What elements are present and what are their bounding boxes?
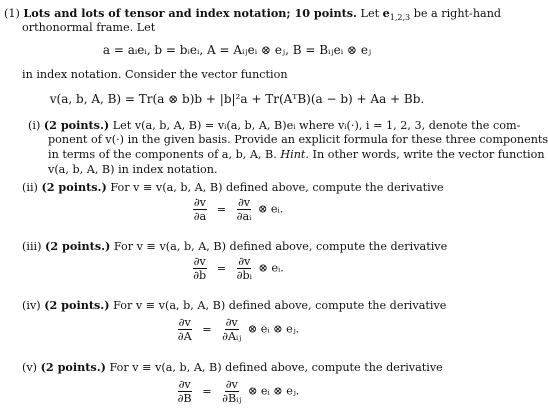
part-iv-lhs-num: ∂v	[178, 316, 191, 329]
part-v-label: (v)	[22, 361, 38, 374]
part-iii-label: (iii)	[22, 240, 42, 253]
part-i-line-3	[48, 148, 545, 162]
definitions-equation: a = aᵢeᵢ, b = bᵢeᵢ, A = Aᵢⱼeᵢ ⊗ eⱼ, B = Bᵢⱼeᵢ ⊗ eⱼ	[102, 43, 372, 57]
problem-header	[4, 6, 501, 21]
part-iii-equation: $\frac{\partial v}{\partial b}$ = $\frac{\partial v}{\text{∂bᵢ}}$ ⊗ eᵢ.	[193, 255, 284, 282]
part-i-text-3b: In other words, write the vector function	[312, 148, 545, 161]
part-i-text-1: Let v(a, b, A, B) = vᵢ(a, b, A, B)eᵢ where vᵢ(·), i = 1, 2, 3, denote the com-	[112, 119, 521, 132]
part-iv-points: (2 points.)	[44, 298, 110, 312]
basis-subscript: 1,2,3	[389, 13, 411, 23]
part-iv-tail: ⊗ eᵢ ⊗ eⱼ.	[247, 322, 300, 336]
part-iv-line	[22, 298, 446, 313]
part-i-points: (2 points.)	[43, 118, 110, 132]
part-ii-equation: $\frac{\partial v}{\partial a}$ = $\frac{\partial v}{\text{∂aᵢ}}$ ⊗ eᵢ.	[193, 196, 284, 223]
part-iii-points: (2 points.)	[45, 239, 111, 253]
part-v-rhs-den: ∂Bᵢⱼ	[222, 392, 242, 405]
part-v-lhs-num: ∂v	[178, 378, 191, 391]
part-iii-rhs-den: ∂bᵢ	[236, 269, 252, 282]
part-ii-lhs-num: ∂v	[193, 196, 206, 209]
part-ii-points: (2 points.)	[41, 180, 107, 194]
part-v-points: (2 points.)	[40, 360, 106, 374]
part-ii-tail: ⊗ eᵢ.	[257, 202, 284, 216]
part-iii-text: For v ≡ v(a, b, A, B) defined above, compute the derivative	[113, 240, 448, 253]
vector-function-equation: v(a, b, A, B) = Tr(a ⊗ b)b + |b|²a + Tr(AᵀB)(a − b) + Aa + Bb.	[49, 92, 425, 106]
part-iii-rhs-num: ∂v	[238, 255, 251, 268]
part-iii-tail: ⊗ eᵢ.	[258, 261, 284, 275]
part-iii-line	[22, 239, 447, 254]
part-i-line-4: v(a, b, A, B) in index notation.	[48, 163, 218, 176]
part-v-equation: $\frac{\partial v}{\partial B}$ = $\frac{\partial v}{\text{∂Bᵢⱼ}}$ ⊗ eᵢ ⊗ eⱼ.	[177, 378, 300, 405]
part-i-line-2: ponent of v(·) in the given basis. Provide an explicit formula for these three components	[48, 133, 548, 146]
basis-symbol: e	[382, 6, 390, 20]
header-text-1: Let	[360, 7, 380, 20]
part-iv-label: (iv)	[22, 299, 41, 312]
part-i-label: (i)	[28, 119, 41, 132]
part-iv-equation: $\frac{\partial v}{\partial A}$ = $\frac{\partial v}{\text{∂Aᵢⱼ}}$ ⊗ eᵢ ⊗ eⱼ.	[177, 316, 300, 343]
part-iv-rhs-den: ∂Aᵢⱼ	[222, 330, 242, 343]
part-ii-lhs-den: ∂a	[193, 210, 207, 223]
part-ii-line	[22, 180, 444, 195]
problem-number: (1)	[4, 7, 20, 20]
header-line-2: orthonormal frame. Let	[22, 21, 156, 34]
part-v-tail: ⊗ eᵢ ⊗ eⱼ.	[247, 384, 300, 398]
part-ii-rhs-num: ∂v	[237, 196, 251, 209]
part-v-lhs-den: ∂B	[177, 392, 192, 405]
part-ii-label: (ii)	[22, 181, 38, 194]
part-v-rhs-num: ∂v	[225, 378, 238, 391]
header-text-2: be a right-hand	[413, 7, 502, 20]
part-iv-lhs-den: ∂A	[177, 330, 192, 343]
part-ii-text: For v ≡ v(a, b, A, B) defined above, compute the derivative	[110, 181, 444, 194]
part-ii-rhs-den: ∂aᵢ	[236, 210, 252, 223]
part-v-line	[22, 360, 443, 375]
part-v-text: For v ≡ v(a, b, A, B) defined above, compute the derivative	[109, 361, 443, 374]
part-i-line-1	[28, 118, 520, 133]
part-iii-lhs-den: ∂b	[193, 269, 207, 282]
index-notation-note: in index notation. Consider the vector function	[22, 68, 288, 81]
part-i-hint-label: Hint.	[280, 148, 309, 161]
part-iii-lhs-num: ∂v	[193, 255, 206, 268]
part-iv-rhs-num: ∂v	[225, 316, 238, 329]
problem-title: Lots and lots of tensor and index notation; 10 points.	[23, 6, 357, 20]
part-i-text-3: in terms of the components of a, b, A, B.	[48, 148, 277, 161]
part-iv-text: For v ≡ v(a, b, A, B) defined above, compute the derivative	[113, 299, 447, 312]
